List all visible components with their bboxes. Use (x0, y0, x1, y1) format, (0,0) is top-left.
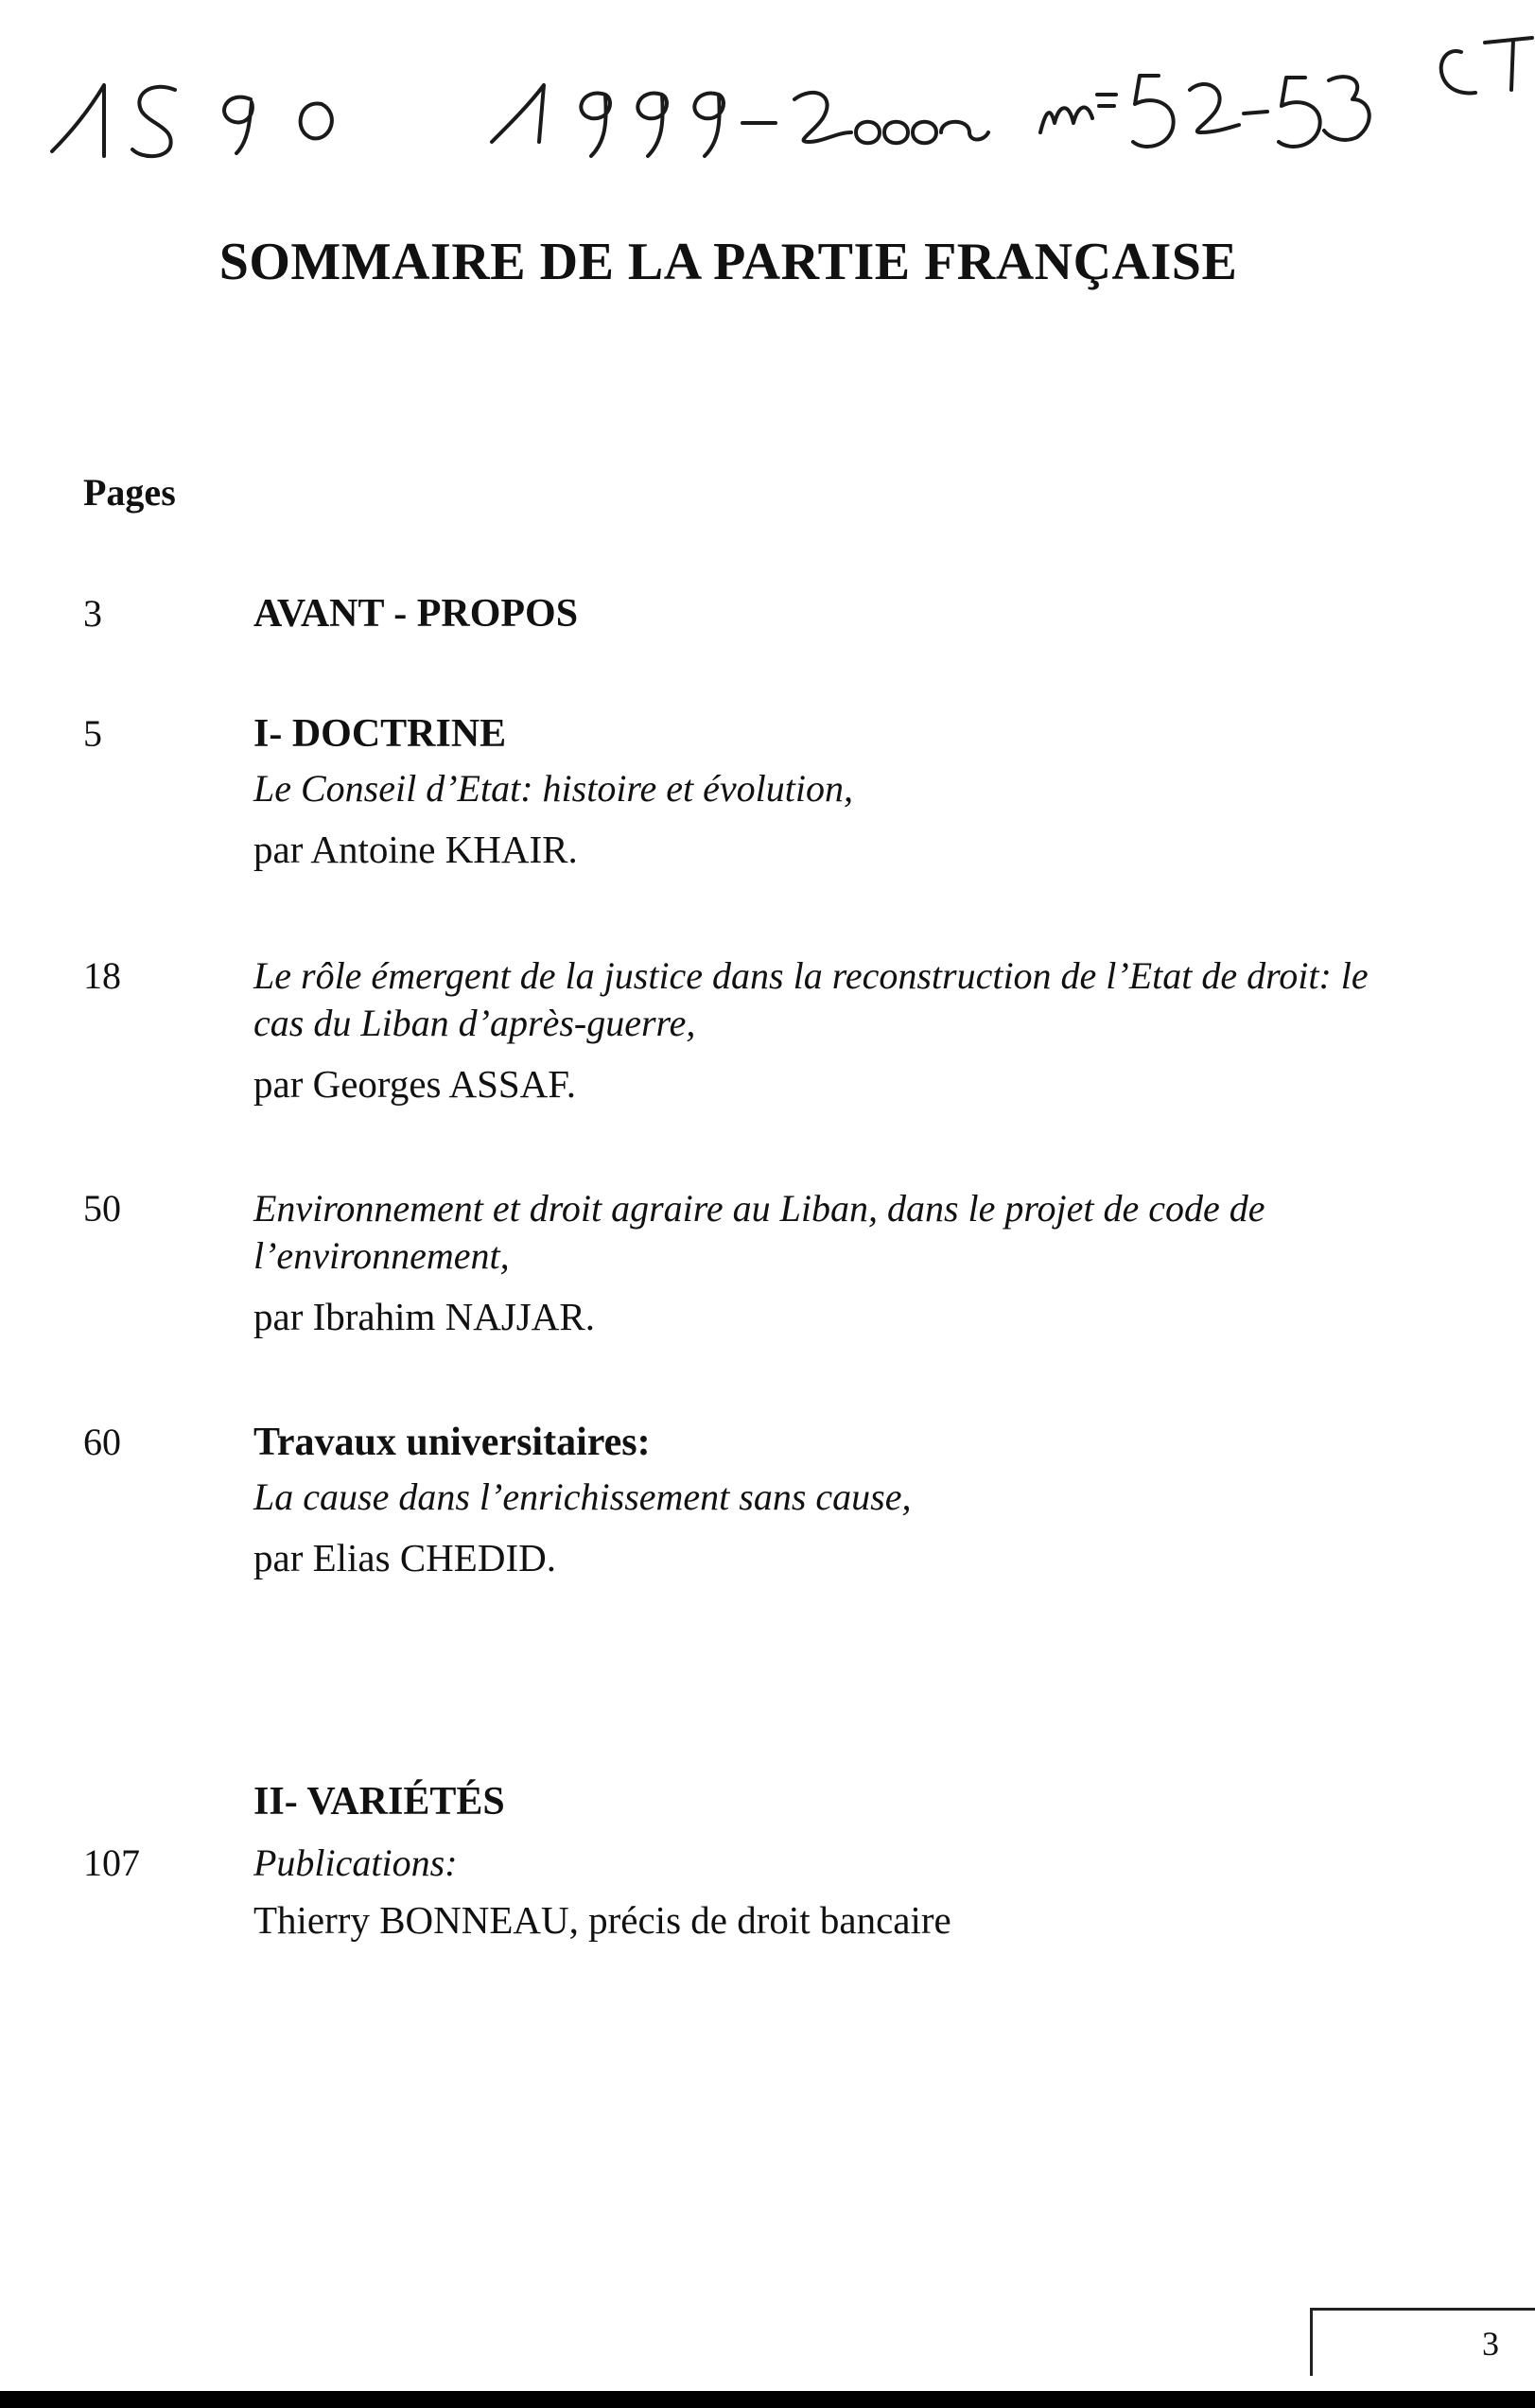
page-number-box (1310, 2308, 1535, 2376)
article-author: Thierry BONNEAU, précis de droit bancaire (253, 1898, 951, 1942)
handwritten-annotation (0, 0, 1535, 189)
toc-page-number: 3 (83, 592, 102, 635)
article-title: La cause dans l’enrichissement sans cause, (253, 1475, 912, 1518)
toc-entry-body (253, 1840, 1388, 1944)
section-heading: II- VARIÉTÉS (253, 1780, 505, 1823)
handwriting-drawing (0, 0, 1535, 189)
toc-entry-body (253, 952, 1388, 1108)
subsection-heading: Travaux universitaires: (253, 1421, 651, 1464)
article-author: par Georges ASSAF. (253, 1062, 577, 1106)
article-title: Environnement et droit agraire au Liban, dans le projet de code de l’environnement, (253, 1187, 1265, 1277)
toc-entry-body (253, 1419, 1388, 1581)
article-title: Le Conseil d’Etat: histoire et évolution, (253, 767, 853, 810)
section-heading: AVANT - PROPOS (253, 592, 579, 636)
toc-entry-body (253, 710, 1388, 873)
toc-entry-body (253, 590, 1388, 637)
toc-page-number: 5 (83, 712, 102, 755)
article-title: Publications: (253, 1841, 458, 1884)
article-title: Le rôle émergent de la justice dans la reconstruction de l’Etat de droit: le cas du Liban d’après-guerre, (253, 954, 1369, 1044)
toc-page-number: 50 (83, 1187, 121, 1230)
toc-page-number: 107 (83, 1841, 140, 1884)
toc-page-number: 60 (83, 1421, 121, 1463)
toc-entry-body (253, 1185, 1388, 1340)
article-author: par Antoine KHAIR. (253, 828, 578, 871)
article-author: par Elias CHEDID. (253, 1536, 556, 1579)
scan-bottom-edge (0, 2391, 1535, 2408)
section-heading: I- DOCTRINE (253, 712, 507, 756)
toc-entry-body (253, 1778, 1388, 1825)
page-title: SOMMAIRE DE LA PARTIE FRANÇAISE (218, 233, 1238, 291)
toc-page-number: 18 (83, 954, 121, 997)
article-author: par Ibrahim NAJJAR. (253, 1295, 595, 1338)
pages-column-label: Pages (83, 471, 176, 514)
page-number: 3 (1482, 2325, 1499, 2363)
